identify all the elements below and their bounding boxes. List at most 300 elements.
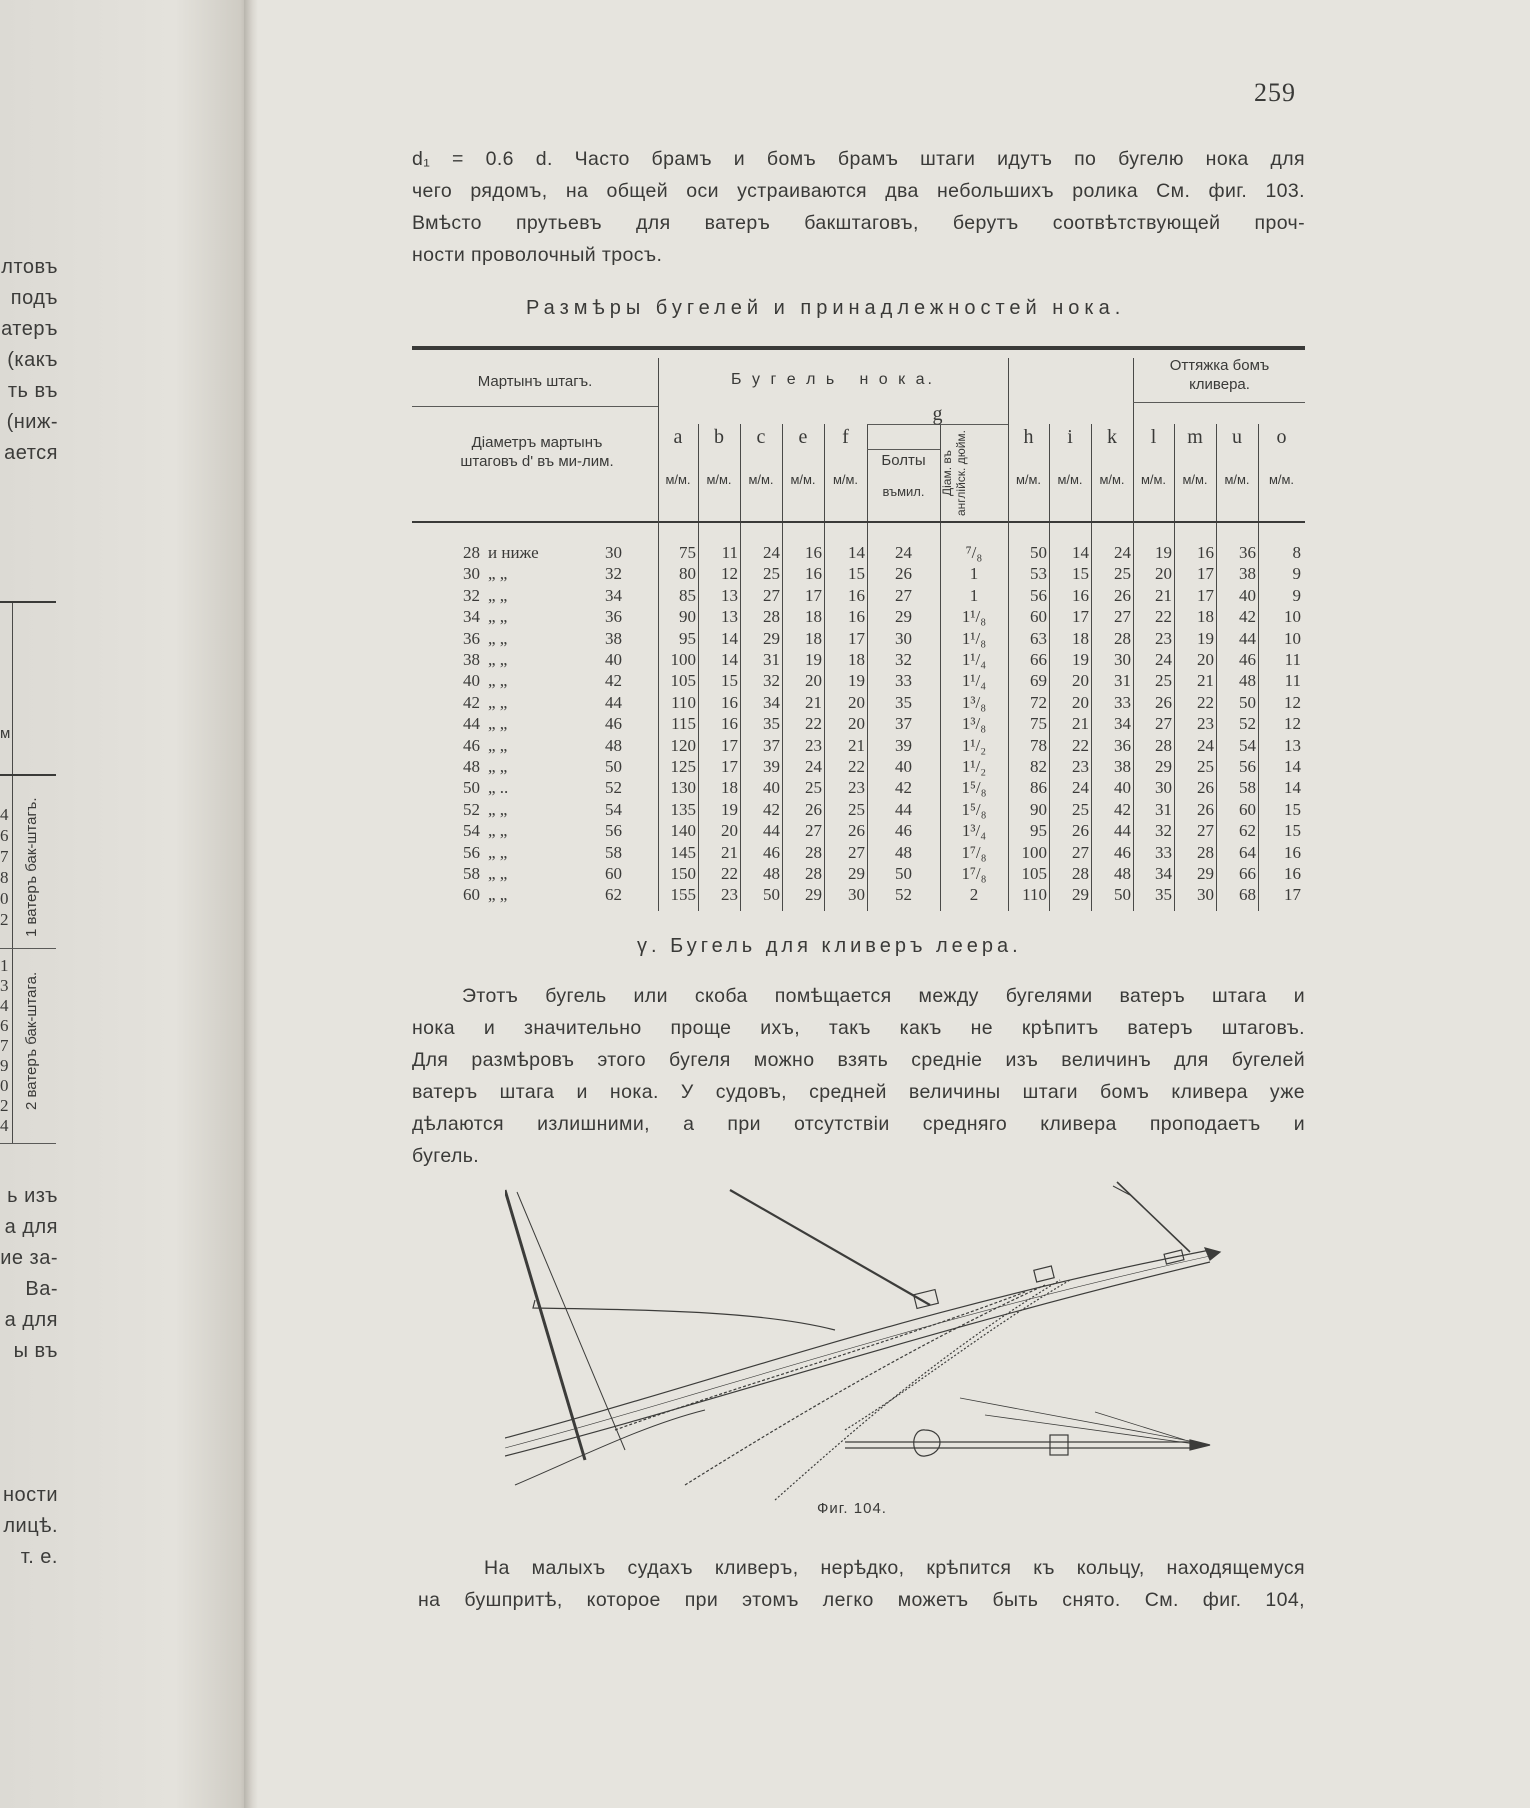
table-cell: „ „ [488, 885, 508, 905]
detail-ring [914, 1430, 940, 1456]
table-cell: 60 [1239, 799, 1256, 819]
table-cell: 34 [605, 585, 622, 605]
left-table-rule [0, 1143, 56, 1144]
table-cell: 19 [1155, 543, 1172, 562]
table-title: Размѣры бугелей и принадлежностей нока. [526, 297, 1126, 319]
table-cell: 12 [1284, 692, 1301, 712]
stem-curve [515, 1410, 705, 1485]
table-cell: 34 [763, 692, 780, 712]
table-cell: 44 [605, 692, 622, 712]
stay-3 [1117, 1182, 1190, 1252]
table-cell: 15 [848, 564, 865, 584]
left-number: 9 [0, 1056, 9, 1075]
table-cell: 86 [1030, 778, 1047, 798]
table-cell: 35 [895, 692, 912, 712]
table-cell: 29 [805, 885, 822, 905]
table-cell: 150 [670, 864, 696, 883]
table-cell: 27 [1114, 607, 1131, 627]
unit-label: м/м. [748, 472, 774, 487]
left-number: 0 [0, 889, 9, 908]
table-cell: 14 [1072, 543, 1089, 562]
table-cell: 100 [1021, 842, 1047, 862]
text-line: бугель. [412, 1145, 480, 1167]
table-cell: 20 [1072, 692, 1089, 712]
table-cell: 30 [1155, 778, 1172, 798]
table-cell: 25 [1197, 757, 1214, 776]
table-cell: 23 [805, 735, 822, 755]
table-cell: 28 [463, 543, 480, 562]
table-cell: 50 [463, 778, 480, 798]
table-cell: 30 [463, 564, 480, 584]
table-cell: „ „ [488, 821, 508, 841]
table-cell: 12 [1284, 714, 1301, 734]
table-cell: 29 [1155, 757, 1172, 776]
table-cell: 1¹/₂ [961, 735, 987, 755]
table-cell: 28 [805, 864, 822, 883]
table-cell: 1¹/₄ [961, 671, 987, 691]
table-cell: 48 [1114, 864, 1131, 883]
table-cell: 18 [805, 628, 822, 648]
col-divider [867, 424, 868, 521]
table-cell: 20 [1155, 564, 1172, 584]
left-text-line: лтовъ [1, 256, 58, 278]
table-cell: 14 [721, 628, 738, 648]
table-cell: 23 [1072, 757, 1089, 776]
table-cell: 20 [805, 671, 822, 691]
bowsprit-tip [1205, 1248, 1220, 1260]
table-cell: 1 [969, 564, 979, 584]
left-table-vline [12, 603, 13, 1143]
table-cell: 125 [670, 757, 696, 776]
table-cell: 40 [1114, 778, 1131, 798]
table-cell: 16 [1284, 842, 1301, 862]
table-cell: 32 [463, 585, 480, 605]
table-header-rule [412, 521, 1305, 523]
unit-label: м/м. [1015, 472, 1042, 487]
table-cell: 19 [721, 799, 738, 819]
table-cell: 23 [848, 778, 865, 798]
col-letter-l: l [1150, 426, 1157, 448]
table-cell: 53 [1030, 564, 1047, 584]
table-cell: 18 [1197, 607, 1214, 627]
left-text-line: подъ [10, 287, 58, 309]
hull-line [533, 1300, 835, 1330]
unit-label: м/м. [665, 472, 691, 487]
table-cell: 1 [969, 585, 979, 605]
table-cell: 34 [463, 607, 480, 627]
left-number: 4 [0, 1116, 9, 1135]
table-cell: 28 [1155, 735, 1172, 755]
table-cell: 1⁷/₈ [961, 842, 987, 862]
table-cell: и ниже [488, 543, 539, 562]
table-cell: 52 [1239, 714, 1256, 734]
table-cell: „ „ [488, 799, 508, 819]
unit-label: м/м. [1268, 472, 1295, 487]
table-cell: 38 [1239, 564, 1256, 584]
table-cell: 38 [605, 628, 622, 648]
unit-label: м/м. [790, 472, 816, 487]
table-cell: 28 [805, 842, 822, 862]
table-cell: 60 [605, 864, 622, 883]
table-cell: 26 [1114, 585, 1131, 605]
bugel-band-1 [914, 1290, 939, 1309]
table-cell: 54 [605, 799, 622, 819]
table-cell: 31 [1114, 671, 1131, 691]
table-cell: 36 [1239, 543, 1256, 562]
table-cell: 28 [763, 607, 780, 627]
table-cell: 75 [679, 543, 696, 562]
table-cell: 11 [721, 543, 738, 562]
table-cell: 16 [721, 692, 738, 712]
left-text-line: ности [3, 1484, 58, 1506]
table-cell: 33 [895, 671, 912, 691]
table-cell: 56 [463, 842, 480, 862]
table-cell: 50 [763, 885, 780, 905]
col-letter-m: m [1187, 426, 1203, 448]
header-bolts-unit: въмил. [882, 484, 925, 499]
table-cell: 32 [763, 671, 780, 691]
table-cell: 16 [1197, 543, 1214, 562]
unit-label: м/м. [1140, 472, 1167, 487]
col-letter-u: u [1232, 426, 1242, 448]
detail-line-2 [985, 1415, 1195, 1444]
table-cell: 52 [895, 885, 912, 905]
table-cell: 21 [805, 692, 822, 712]
table-cell: 95 [1030, 821, 1047, 841]
table-cell: 105 [670, 671, 696, 691]
text-line: ности проволочный тросъ. [412, 244, 663, 266]
book-gutter [244, 0, 258, 1808]
left-text-line: атеръ [1, 318, 58, 340]
table-cell: 60 [463, 885, 480, 905]
table-cell: 95 [679, 628, 696, 648]
table-cell: 110 [1022, 885, 1047, 905]
table-cell: 38 [463, 650, 480, 669]
table-cell: 46 [763, 842, 780, 862]
table-cell: 50 [1114, 885, 1131, 905]
left-text-line: Ва- [25, 1278, 58, 1300]
table-cell: 26 [1197, 799, 1214, 819]
text-line: Для размѣровъ этого бугеля можно взять среднiе изъ величинъ для бугелей [412, 1049, 1305, 1071]
table-cell: 20 [1197, 650, 1214, 669]
left-table-rule [0, 948, 56, 949]
left-text-line: а для [4, 1216, 58, 1238]
table-cell: 10 [1284, 607, 1301, 627]
table-cell: 62 [605, 885, 622, 905]
table-cell: 40 [895, 757, 912, 776]
table-cell: 40 [763, 778, 780, 798]
table-cell: 40 [463, 671, 480, 691]
table-cell: 58 [463, 864, 480, 883]
table-cell: 32 [605, 564, 622, 584]
table-cell: 1³/₈ [961, 692, 987, 712]
table-cell: 39 [895, 735, 912, 755]
table-cell: 21 [1155, 585, 1172, 605]
bowsprit-upper-edge [505, 1250, 1210, 1438]
table-cell: 22 [721, 864, 738, 883]
bowsprit-centerline [505, 1256, 1210, 1448]
table-cell: 115 [671, 714, 696, 734]
table-cell: 56 [605, 821, 622, 841]
table-cell: 42 [895, 778, 912, 798]
table-cell: 25 [763, 564, 780, 584]
col-letter-f: f [842, 426, 849, 448]
table-cell: 35 [1155, 885, 1172, 905]
left-number: 3 [0, 976, 9, 995]
table-cell: 24 [1114, 543, 1131, 562]
table-cell: 69 [1030, 671, 1047, 691]
left-number: 1 [0, 956, 9, 975]
table-cell: 20 [1072, 671, 1089, 691]
table-cell: 42 [763, 799, 780, 819]
table-cell: 28 [1114, 628, 1131, 648]
col-letter-g: g [932, 403, 943, 425]
table-cell: 18 [721, 778, 738, 798]
table-cell: 26 [1155, 692, 1172, 712]
table-cell: 11 [1284, 671, 1301, 691]
table-cell: 1¹/₈ [961, 628, 987, 648]
table-cell: 100 [670, 650, 696, 669]
table-cell: 25 [1114, 564, 1131, 584]
table-cell: 22 [1072, 735, 1089, 755]
table-cell: 42 [1114, 799, 1131, 819]
table-cell: 23 [1197, 714, 1214, 734]
table-cell: 140 [670, 821, 696, 841]
table-cell: „ „ [488, 864, 508, 883]
left-text-line: ть въ [7, 380, 58, 402]
table-cell: 16 [805, 543, 822, 562]
text-line: дѣлаются излишними, а при отсутствіи средняго кливера проподаетъ и [412, 1113, 1305, 1135]
text-line: Этотъ бугель или скоба помѣщается между бугелями ватеръ штага и [462, 985, 1305, 1007]
table-cell: 12 [721, 564, 738, 584]
table-cell: 58 [605, 842, 622, 862]
left-table-rule [0, 601, 56, 603]
table-cell: 44 [895, 799, 912, 819]
table-cell: 25 [805, 778, 822, 798]
table-cell: 50 [1030, 543, 1047, 562]
left-text-line: ие за- [0, 1247, 58, 1269]
dimensions-table [412, 346, 1305, 911]
table-cell: 16 [1072, 585, 1089, 605]
col-letter-e: e [798, 426, 808, 448]
left-table-unit: м [0, 725, 11, 742]
col-letter-i: i [1067, 426, 1073, 448]
table-cell: 13 [721, 607, 738, 627]
table-cell: 16 [848, 585, 865, 605]
unit-label: м/м. [1099, 472, 1125, 487]
table-cell: 60 [1030, 607, 1047, 627]
table-cell: 54 [463, 821, 480, 841]
col-letter-c: c [756, 426, 766, 448]
table-cell: 31 [1155, 799, 1172, 819]
left-text-line: (ниж- [6, 411, 58, 433]
left-table-rule [0, 774, 56, 776]
table-cell: 105 [1021, 864, 1047, 883]
table-cell: 27 [848, 842, 865, 862]
left-group-label: 2 ватеръ бак-штага. [23, 971, 40, 1111]
table-cell: 38 [1114, 757, 1131, 776]
table-cell: 1³/₈ [961, 714, 987, 734]
table-cell: 20 [848, 714, 865, 734]
table-cell: „ „ [488, 585, 508, 605]
table-cell: 56 [1030, 585, 1047, 605]
left-text-line: (какъ [7, 349, 58, 371]
table-cell: 15 [1284, 799, 1301, 819]
table-cell: 1¹/₄ [961, 650, 987, 669]
table-cell: 1¹/₈ [961, 607, 987, 627]
left-text-line: ы въ [13, 1340, 58, 1362]
table-cell: 26 [1072, 821, 1089, 841]
table-cell: 22 [1197, 692, 1214, 712]
table-cell: 29 [1072, 885, 1089, 905]
stay-2 [730, 1190, 930, 1305]
table-cell: 29 [1197, 864, 1214, 883]
table-cell: 25 [848, 799, 865, 819]
detail-band [1050, 1435, 1068, 1455]
table-cell: 30 [848, 885, 865, 905]
left-number: 0 [0, 1076, 9, 1095]
table-cell: 145 [670, 842, 696, 862]
table-cell: „ „ [488, 650, 508, 669]
left-number: 2 [0, 1096, 9, 1115]
table-cell: 33 [1114, 692, 1131, 712]
table-cell: 22 [848, 757, 865, 776]
table-cell: 66 [1030, 650, 1047, 669]
guy-4 [845, 1280, 1070, 1430]
table-cell: 17 [1284, 885, 1301, 905]
table-cell: 44 [1239, 628, 1256, 648]
table-cell: 78 [1030, 735, 1047, 755]
table-cell: 48 [1239, 671, 1256, 691]
table-cell: 25 [1072, 799, 1089, 819]
table-cell: 24 [1072, 778, 1089, 798]
table-cell: 14 [848, 543, 865, 562]
table-cell: 40 [1239, 585, 1256, 605]
header-diameter: Діаметръ мартынъ штаговъ d' въ ми-лим. [460, 434, 614, 470]
text-line: нока и значительно проще ихъ, такъ какъ не крѣпитъ ватеръ штаговъ. [412, 1017, 1305, 1039]
table-cell: 46 [895, 821, 912, 841]
table-cell: 2 [969, 885, 979, 905]
table-cell: 26 [805, 799, 822, 819]
table-cell: 24 [763, 543, 780, 562]
detail-line-1 [960, 1398, 1195, 1442]
table-cell: 27 [1197, 821, 1214, 841]
table-cell: 17 [1197, 585, 1214, 605]
text-line: Вмѣсто прутьевъ для ватеръ бакштаговъ, берутъ соотвѣтствующей проч- [412, 212, 1305, 234]
table-cell: „ .. [488, 778, 509, 798]
header-bugel-noka: Б у г е л ь н о к а. [731, 371, 935, 388]
table-cell: 63 [1030, 628, 1047, 648]
table-cell: 1¹/₂ [961, 757, 987, 776]
table-cell: 48 [895, 842, 912, 862]
figure-caption: Фиг. 104. [817, 1500, 887, 1517]
table-cell: 25 [1155, 671, 1172, 691]
left-number: 8 [0, 868, 9, 887]
table-cell: 64 [1239, 842, 1256, 862]
table-cell: 120 [670, 735, 696, 755]
table-cell: 26 [895, 564, 912, 584]
table-cell: 37 [895, 714, 912, 734]
table-cell: 8 [1292, 543, 1301, 562]
paragraph-intro [412, 143, 1305, 271]
table-cell: 24 [1197, 735, 1214, 755]
table-cell: 56 [1239, 757, 1256, 776]
table-cell: 39 [763, 757, 780, 776]
table-cell: 13 [1284, 735, 1301, 755]
table-cell: 18 [848, 650, 865, 669]
table-cell: 20 [848, 692, 865, 712]
table-cell: 32 [1155, 821, 1172, 841]
table-cell: 17 [721, 757, 738, 776]
unit-label: м/м. [832, 472, 859, 487]
bowsprit-lower-edge [505, 1262, 1210, 1456]
table-cell: 34 [1114, 714, 1131, 734]
left-text-line: а для [4, 1309, 58, 1331]
table-cell: 46 [1114, 842, 1131, 862]
table-cell: 30 [605, 543, 622, 562]
table-cell: 18 [805, 607, 822, 627]
left-number: 4 [0, 805, 9, 824]
table-cell: 26 [848, 821, 865, 841]
paragraph-small-vessels [418, 1552, 1305, 1616]
header-jib-guy: Оттяжка бомъ кливера. [1169, 357, 1270, 393]
table-cell: 29 [763, 628, 780, 648]
header-bolts: Болты [881, 452, 926, 469]
table-cell: 52 [605, 778, 622, 798]
table-cell: 17 [805, 585, 822, 605]
section-heading: γ. Бугель для кливеръ леера. [637, 935, 1022, 957]
table-cell: 27 [763, 585, 780, 605]
figure-104-bowsprit-drawing [505, 1180, 1225, 1515]
table-cell: 19 [1072, 650, 1089, 669]
table-cell: 1⁵/₈ [961, 778, 987, 798]
text-line: ватеръ штага и нока. У судовъ, средней величины штаги бомъ кливера уже [412, 1081, 1305, 1103]
bugel-band-2 [1034, 1266, 1054, 1282]
left-text-line: лицѣ. [3, 1515, 58, 1537]
table-cell: „ „ [488, 671, 508, 691]
table-cell: 44 [763, 821, 780, 841]
table-cell: 44 [1114, 821, 1131, 841]
table-cell: 19 [848, 671, 865, 691]
table-cell: 85 [679, 585, 696, 605]
table-top-rule [412, 346, 1305, 350]
table-cell: „ „ [488, 757, 508, 776]
table-cell: 46 [1239, 650, 1256, 669]
table-cell: 68 [1239, 885, 1256, 905]
detail-tip [1190, 1440, 1210, 1450]
table-cell: 27 [1155, 714, 1172, 734]
table-cell: 62 [1239, 821, 1256, 841]
text-line: на бушпритѣ, которое при этомъ легко можетъ быть снято. См. фиг. 104, [418, 1589, 1305, 1611]
unit-label: м/м. [1182, 472, 1208, 487]
table-cell: 22 [1155, 607, 1172, 627]
table-cell: 28 [1197, 842, 1214, 862]
table-cell: 130 [670, 778, 696, 798]
table-cell: 17 [1197, 564, 1214, 584]
table-cell: 36 [463, 628, 480, 648]
table-cell: 34 [1155, 864, 1172, 883]
text-line: чего рядомъ, на общей оси устраиваются два небольшихъ ролика См. фиг. 103. [412, 180, 1305, 202]
col-letter-b: b [714, 426, 724, 448]
unit-label: м/м. [1224, 472, 1250, 487]
table-cell: ⁷/₈ [965, 543, 983, 562]
left-number: 2 [0, 910, 9, 929]
col-letter-a: a [673, 426, 683, 448]
table-cell: 9 [1292, 564, 1301, 584]
table-cell: 13 [721, 585, 738, 605]
table-cell: 29 [848, 864, 865, 883]
table-cell: 1⁷/₈ [961, 864, 987, 883]
